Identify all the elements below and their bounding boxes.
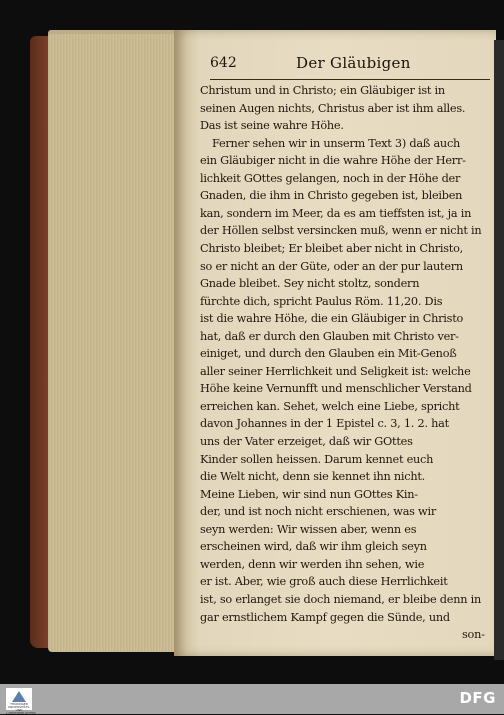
library-logo-icon — [12, 691, 26, 702]
page-number: 642 — [210, 55, 237, 71]
viewer-bottom-bar — [0, 684, 504, 714]
text-line: aller seiner Herrlichkeit und Seligkeit ist: welche — [200, 364, 471, 378]
library-logo-text: THÜRINGER UNIVERSITÄTS- UND LANDESBIBLIOTHEK — [6, 702, 37, 715]
text-line: Gnade bleibet. Sey nicht stoltz, sondern — [200, 277, 420, 291]
dfg-logo[interactable]: DFG — [459, 689, 496, 707]
text-line: die Welt nicht, denn sie kennet ihn nicht. — [200, 470, 425, 484]
text-line: ein Gläubiger nicht in die wahre Höhe der Herr- — [200, 154, 466, 168]
text-line: Kinder sollen heissen. Darum kennet euch — [200, 452, 434, 466]
text-line: werden, denn wir werden ihn sehen, wie — [200, 557, 425, 571]
text-line: uns der Vater erzeiget, daß wir GOttes — [200, 435, 413, 448]
text-line: lichkeit GOttes gelangen, noch in der Höhe der — [200, 171, 461, 185]
text-line: kan, sondern im Meer, da es am tieffsten ist, ja in — [200, 206, 472, 220]
text-line: Meine Lieben, wir sind nun GOttes Kin- — [200, 487, 418, 501]
text-line: Das ist seine wahre Höhe. — [200, 119, 344, 133]
text-line: erreichen kan. Sehet, welch eine Liebe, spricht — [200, 399, 460, 413]
header-rule — [210, 79, 490, 80]
library-logo[interactable] — [6, 688, 37, 715]
text-line: davon Johannes in der 1 Epistel c. 3, 1. 2. hat — [200, 417, 449, 431]
text-line: der Höllen selbst versincken muß, wenn er nicht in — [200, 224, 482, 238]
next-page-edge — [494, 40, 504, 660]
text-line: ist, so erlanget sie doch niemand, er bleibe denn in — [200, 592, 481, 606]
text-line: einiget, und durch den Glauben ein Mit-Genoß — [200, 347, 457, 361]
text-line: Gnaden, die ihm in Christo gegeben ist, bleiben — [200, 189, 463, 203]
text-line: seinen Augen nichts, Christus aber ist ihm alles. — [200, 101, 466, 115]
text-line: ist die wahre Höhe, die ein Gläubiger in Christo — [200, 312, 464, 326]
text-line: gar ernstlichem Kampf gegen die Sünde, und — [200, 610, 450, 624]
text-line: Ferner sehen wir in unserm Text 3) daß auch — [212, 136, 461, 150]
text-line: seyn werden: Wir wissen aber, wenn es — [200, 522, 417, 536]
text-line: so er nicht an der Güte, oder an der pur lautern — [200, 259, 463, 273]
running-head: Der Gläubigen — [296, 54, 411, 72]
text-line: son- — [462, 628, 485, 642]
text-line: Christum und in Christo; ein Gläubiger ist in — [200, 84, 445, 97]
text-line: hat, daß er durch den Glauben mit Christo ver- — [200, 329, 459, 343]
text-line: erscheinen wird, daß wir ihm gleich seyn — [200, 540, 427, 554]
page-block-edges — [48, 34, 176, 652]
page-header — [210, 55, 490, 77]
text-line: der, und ist noch nicht erschienen, was wir — [200, 505, 436, 519]
text-line: er ist. Aber, wie groß auch diese Herrlichkeit — [200, 575, 448, 589]
text-line: Höhe keine Vernunfft und menschlicher Verstand — [200, 382, 472, 396]
text-line: fürchte dich, spricht Paulus Röm. 11,20. Dis — [200, 294, 443, 308]
text-line: Christo bleibet; Er bleibet aber nicht in Christo, — [200, 241, 463, 255]
